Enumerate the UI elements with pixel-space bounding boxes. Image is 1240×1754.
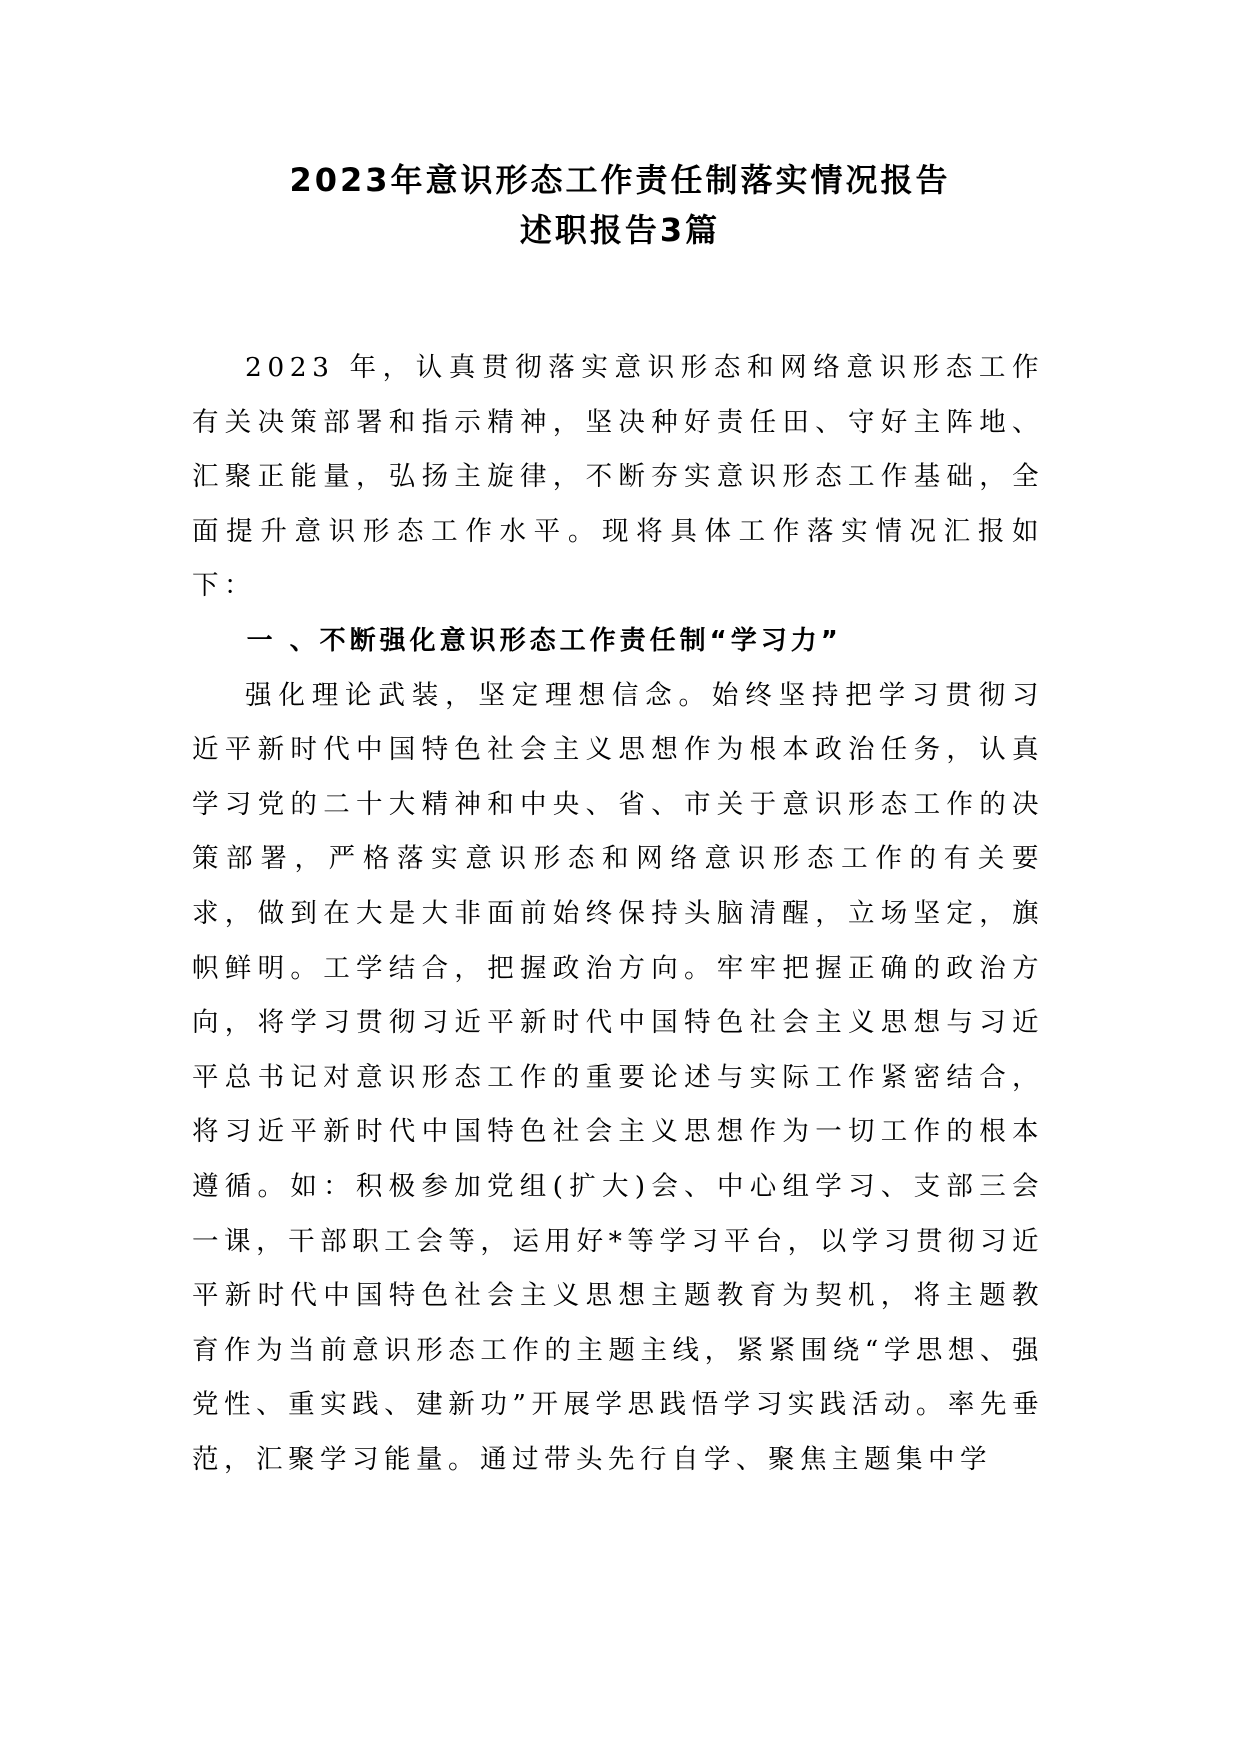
section-paragraph: 强化理论武装，坚定理想信念。始终坚持把学习贯彻习近平新时代中国特色社会主义思想作为根本政治任务，认真学习党的二十大精神和中央、省、市关于意识形态工作的决策部署，严格落实意识形态和网络意识形态工作的有关要求，做到在大是大非面前始终保持头脑清醒，立场坚定，旗帜鲜明。工学结合，把握政治方向。牢牢把握正确的政治方向，将学习贯彻习近平新时代中国特色社会主义思想与习近平总书记对意识形态工作的重要论述与实际工作紧密结合，将习近平新时代中国特色社会主义思想作为一切工作的根本遵循。如：积极参加党组(扩大)会、中心组学习、支部三会一课，干部职工会等，运用好*等学习平台，以学习贯彻习近平新时代中国特色社会主义思想主题教育为契机，将主题教育作为当前意识形态工作的主题主线，紧紧围绕“学思想、强党性、重实践、建新功”开展学思践悟学习实践活动。率先垂范，汇聚学习能量。通过带头先行自学、聚焦主题集中学 [192, 679, 1044, 1475]
document-body [192, 341, 1044, 1487]
document-title-line2: 述职报告3篇 [519, 211, 721, 249]
intro-paragraph: 2023 年，认真贯彻落实意识形态和网络意识形态工作有关决策部署和指示精神，坚决种好责任田、守好主阵地、汇聚正能量，弘扬主旋律，不断夯实意识形态工作基础，全面提升意识形态工作水平。现将具体工作落实情况汇报如下： [192, 352, 1044, 602]
section-heading: 一 、不断强化意识形态工作责任制“学习力” [246, 625, 842, 656]
document-title-line1: 2023年意识形态工作责任制落实情况报告 [289, 161, 951, 199]
